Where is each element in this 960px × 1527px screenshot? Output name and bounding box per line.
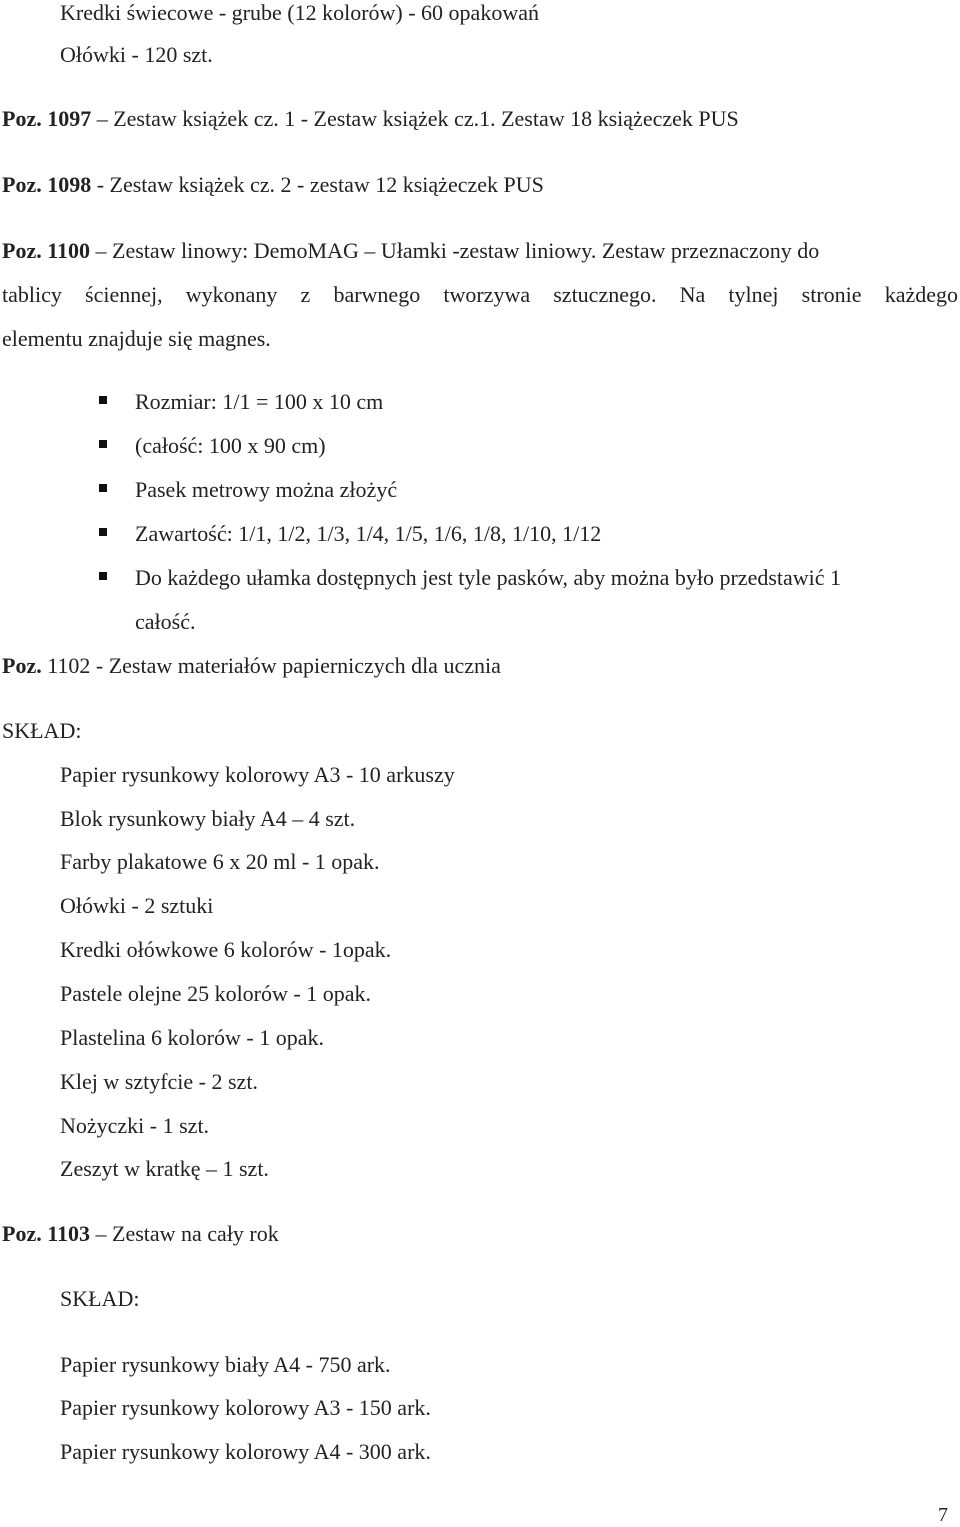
poz-text: 1102 - Zestaw materiałów papierniczych dla ucznia [41, 653, 501, 678]
poz-label: Poz. 1103 [2, 1221, 90, 1246]
list-item: Papier rysunkowy kolorowy A3 - 10 arkuszy [60, 762, 455, 787]
poz-1102-paragraph [2, 655, 501, 677]
bullet-icon [99, 528, 107, 536]
poz-1100-line-1 [2, 240, 819, 262]
list-item: Pastele olejne 25 kolorów - 1 opak. [60, 981, 371, 1006]
poz-label: Poz. 1100 [2, 238, 90, 263]
poz-label: Poz. 1097 [2, 106, 92, 131]
list-item: Ołówki - 120 szt. [60, 42, 213, 67]
list-item: Plastelina 6 kolorów - 1 opak. [60, 1025, 324, 1050]
list-item: Papier rysunkowy biały A4 - 750 ark. [60, 1352, 391, 1377]
poz-1098-paragraph [2, 174, 544, 196]
list-item: Blok rysunkowy biały A4 – 4 szt. [60, 806, 356, 831]
list-item: Papier rysunkowy kolorowy A3 - 150 ark. [60, 1395, 431, 1420]
bullet-icon [99, 484, 107, 492]
page-number: 7 [938, 1504, 948, 1526]
list-item: Kredki ołówkowe 6 kolorów - 1opak. [60, 937, 392, 962]
list-item: Farby plakatowe 6 x 20 ml - 1 opak. [60, 849, 380, 874]
bullet-icon [99, 396, 107, 404]
list-item: Ołówki - 2 sztuki [60, 893, 214, 918]
poz-1100-line-2: tablicy ściennej, wykonany z barwnego tworzywa sztucznego. Na tylnej stronie każdego [2, 282, 958, 307]
list-item: Zeszyt w kratkę – 1 szt. [60, 1156, 269, 1181]
list-item: Nożyczki - 1 szt. [60, 1113, 210, 1138]
poz-label: Poz. [2, 653, 42, 678]
poz-text: – Zestaw książek cz. 1 - Zestaw książek cz.1. Zestaw 18 książeczek PUS [91, 106, 739, 131]
sklad-heading: SKŁAD: [60, 1286, 140, 1311]
bullet-item: Rozmiar: 1/1 = 100 x 10 cm [135, 389, 384, 414]
poz-1097-paragraph [2, 108, 739, 130]
list-item: Papier rysunkowy kolorowy A4 - 300 ark. [60, 1439, 431, 1464]
bullet-item: Do każdego ułamka dostępnych jest tyle pasków, aby można było przedstawić 1 [135, 565, 842, 590]
bullet-continuation: całość. [135, 609, 196, 634]
poz-text: – Zestaw na cały rok [90, 1221, 279, 1246]
bullet-icon [99, 440, 107, 448]
poz-label: Poz. 1098 [2, 172, 92, 197]
bullet-item: Zawartość: 1/1, 1/2, 1/3, 1/4, 1/5, 1/6, 1/8, 1/10, 1/12 [135, 521, 602, 546]
poz-1100-line-3: elementu znajduje się magnes. [2, 326, 271, 351]
bullet-item: Pasek metrowy można złożyć [135, 477, 398, 502]
list-item: Klej w sztyfcie - 2 szt. [60, 1069, 258, 1094]
bullet-icon [99, 572, 107, 580]
bullet-item: (całość: 100 x 90 cm) [135, 433, 326, 458]
poz-1103-paragraph [2, 1223, 279, 1245]
sklad-heading: SKŁAD: [2, 718, 82, 743]
poz-text: - Zestaw książek cz. 2 - zestaw 12 książeczek PUS [91, 172, 544, 197]
list-item: Kredki świecowe - grube (12 kolorów) - 60 opakowań [60, 0, 539, 25]
poz-text: – Zestaw linowy: DemoMAG – Ułamki -zestaw liniowy. Zestaw przeznaczony do [90, 238, 820, 263]
